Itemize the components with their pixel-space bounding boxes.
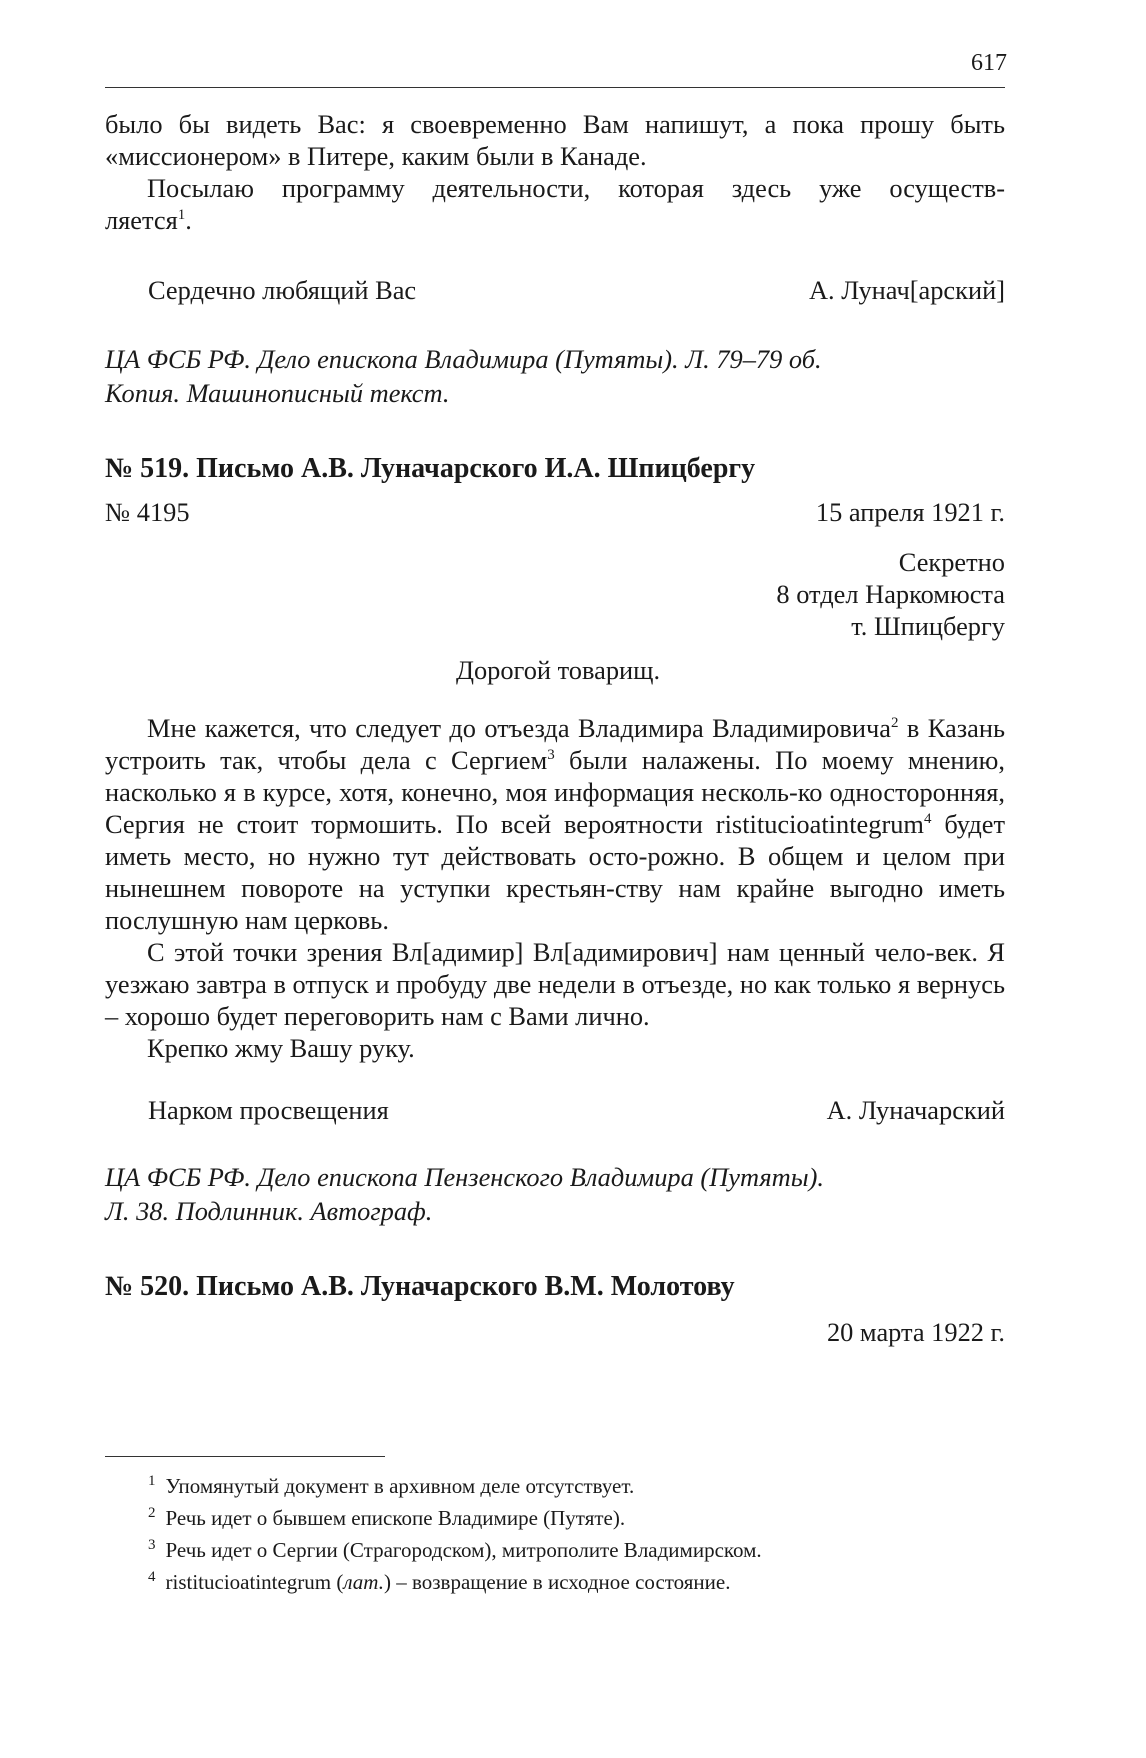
footnote	[148, 1474, 1005, 1501]
footnote-text: Упомянутый документ в архивном деле отсутствует.	[165, 1474, 635, 1498]
addressee-name: т. Шпицбергу	[851, 611, 1005, 641]
archive-source-line: Копия. Машинописный текст.	[105, 378, 450, 408]
greeting	[105, 654, 1005, 686]
footnote	[148, 1538, 1005, 1565]
archive-source	[105, 342, 1005, 410]
addressee-block	[105, 546, 1005, 642]
footnote-text: Речь идет о бывшем епископе Владимире (Путяте).	[165, 1506, 626, 1530]
document-number: № 4195	[105, 497, 190, 527]
letter-signature	[105, 1094, 1005, 1126]
doc-520-date	[105, 1316, 1005, 1348]
page-number: 617	[971, 50, 1007, 76]
continuation-paragraph: было бы видеть Вас: я своевременно Вам напишут, а пока прошу быть «миссионером» в Питере, каким были в Канаде.	[105, 109, 1005, 171]
document-title: № 519. Письмо А.В. Луначарского И.А. Шпицбергу	[105, 453, 756, 484]
archive-source-line: Л. 38. Подлинник. Автограф.	[105, 1196, 433, 1226]
footnote-number: 2	[148, 1505, 156, 1521]
greeting-text: Дорогой товарищ.	[455, 655, 661, 685]
footnote-ref: 3	[547, 747, 555, 763]
footnote-ref: 2	[890, 715, 899, 731]
signature-name: А. Лунач[арский]	[808, 275, 1005, 305]
footnote-italic: лат.	[343, 1570, 384, 1594]
footnote-number: 3	[148, 1537, 156, 1553]
letter-paragraph: Крепко жму Вашу руку.	[147, 1033, 415, 1063]
archive-source-519	[105, 1160, 1005, 1228]
archive-source-line: ЦА ФСБ РФ. Дело епископа Владимира (Путяты). Л. 79–79 об.	[105, 344, 822, 374]
footnote-text: Речь идет о Сергии (Страгородском), митрополите Владимирском.	[165, 1538, 762, 1562]
footnote-number: 1	[148, 1473, 156, 1489]
footnote-text: ristitucioatintegrum (	[165, 1570, 344, 1594]
footnote-rule	[105, 1456, 385, 1457]
continuation-paragraph-2: Посылаю программу деятельности, которая здесь уже осуществ-	[147, 173, 1005, 203]
document-date: 15 апреля 1921 г.	[815, 497, 1005, 527]
letter-paragraph: Мне кажется, что следует до отъезда Владимира Владимировича$^2$ в Казань устроить так, чтобы дела с Сергием$^3$ были налажены. По моему мнению, насколько я в курсе, хотя, конечно, моя информация несколь-ко односторонняя, Сергия не стоит тормошить. По всей вероятности ristitucioatintegrum$^4$ будет иметь место, но нужно тут действовать осто-рожно. В общем и целом при нынешнем повороте на уступки крестьян-ству нам крайне выгодно иметь послушную нам церковь.	[105, 713, 1006, 935]
doc-520-heading-block	[105, 1270, 1005, 1304]
letter-paragraph: С этой точки зрения Вл[адимир] Вл[адимирович] нам ценный чело-век. Я уезжаю завтра в отпуск и пробуду две недели в отъезде, но как только я вернусь – хорошо будет переговорить нам с Вами лично.	[105, 937, 1005, 1031]
footnote-text: ) – возвращение в исходное состояние.	[383, 1570, 731, 1594]
secrecy-mark: Секретно	[898, 547, 1005, 577]
doc-519-heading-block	[105, 452, 1005, 486]
footnote-ref: 4	[923, 811, 932, 827]
archive-source-line: ЦА ФСБ РФ. Дело епископа Пензенского Владимира (Путяты).	[105, 1162, 824, 1192]
signer-title: Нарком просвещения	[148, 1095, 389, 1125]
continuation-block	[105, 108, 1005, 236]
footnote-ref: 1	[177, 207, 186, 223]
header-rule	[105, 87, 1005, 88]
letter-body	[105, 712, 1005, 1064]
signer-name: А. Луначарский	[826, 1095, 1005, 1125]
closing-text: Сердечно любящий Вас	[148, 275, 417, 305]
document-title: № 520. Письмо А.В. Луначарского В.М. Молотову	[105, 1271, 735, 1302]
footnote	[148, 1506, 1005, 1533]
footnote	[148, 1570, 1005, 1597]
addressee-department: 8 отдел Наркомюста	[776, 579, 1005, 609]
continuation-paragraph-2-end: ляется$^1$.	[105, 205, 192, 235]
doc-519-meta	[105, 496, 1005, 528]
footnote-number: 4	[148, 1569, 156, 1585]
closing-signature	[105, 274, 1005, 306]
document-date: 20 марта 1922 г.	[826, 1317, 1005, 1347]
